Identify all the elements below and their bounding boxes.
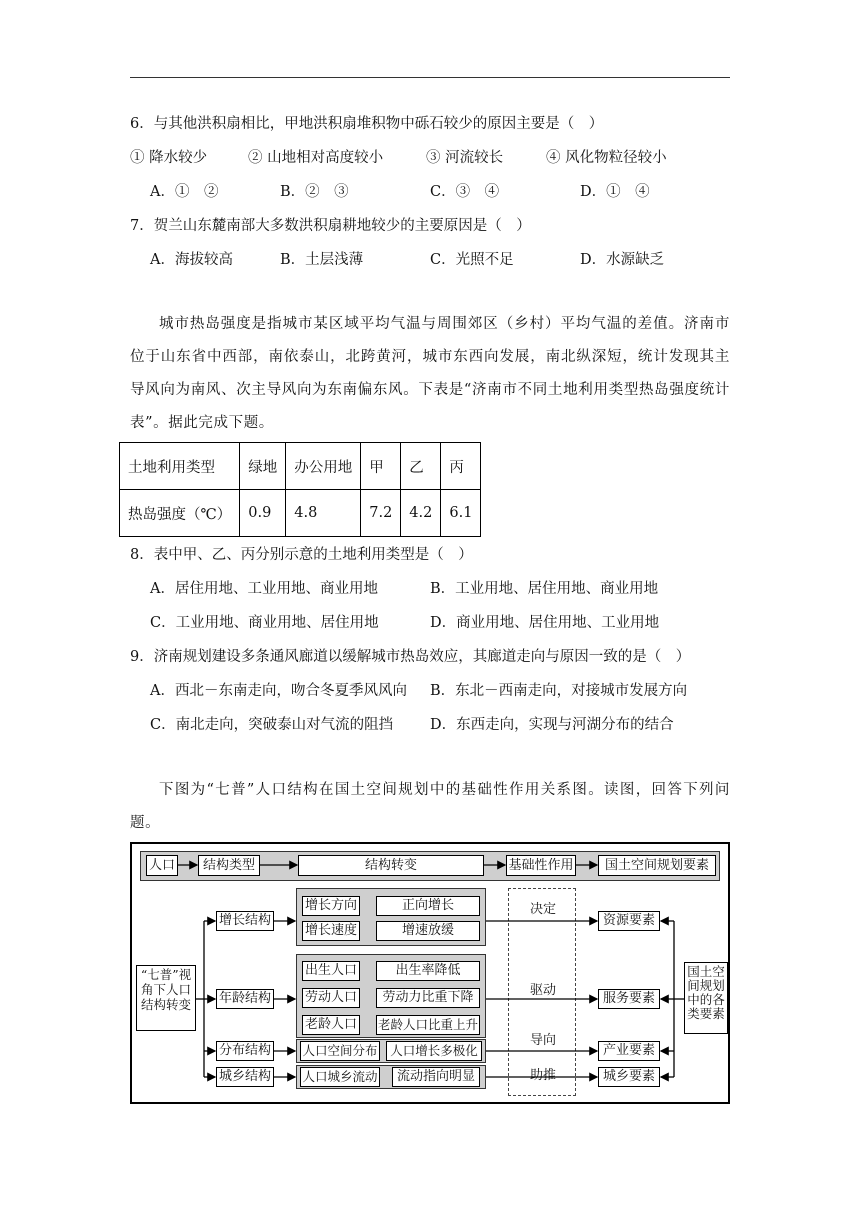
box-multipolar-growth: 人口增长多极化 bbox=[386, 1041, 482, 1061]
q6-stem: 6．与其他洪积扇相比，甲地洪积扇堆积物中砾石较少的原因主要是（ ） bbox=[130, 116, 604, 132]
q9-option-c[interactable]: C．南北走向，突破泰山对气流的阻挡 bbox=[150, 717, 394, 733]
left-box-census-view: “七普”视角下人口结构转变 bbox=[136, 965, 196, 1031]
box-positive-growth: 正向增长 bbox=[376, 896, 480, 916]
box-elderly-population: 老龄人口 bbox=[302, 1015, 360, 1035]
box-urban-rural-flow: 人口城乡流动 bbox=[300, 1067, 380, 1087]
box-urban-rural-structure: 城乡结构 bbox=[216, 1067, 274, 1087]
box-labor-population: 劳动人口 bbox=[302, 988, 360, 1008]
heat-island-table bbox=[119, 442, 481, 537]
q6-item-3: ③ 河流较长 bbox=[426, 150, 504, 166]
q6-option-c[interactable]: C．③ ④ bbox=[430, 184, 500, 200]
table-cell: 甲 bbox=[361, 443, 401, 490]
box-growth-direction: 增长方向 bbox=[302, 896, 360, 916]
table-cell: 办公用地 bbox=[286, 443, 361, 490]
role-boost: 助推 bbox=[530, 1068, 557, 1083]
table-cell: 0.9 bbox=[240, 490, 286, 537]
q8-option-a[interactable]: A．居住用地、工业用地、商业用地 bbox=[150, 581, 378, 597]
box-clear-flow-direction: 流动指向明显 bbox=[392, 1067, 480, 1087]
q8-option-c[interactable]: C．工业用地、商业用地、居住用地 bbox=[150, 615, 379, 631]
table-cell: 4.8 bbox=[286, 490, 361, 537]
box-age-structure: 年龄结构 bbox=[216, 989, 274, 1009]
table-cell: 土地利用类型 bbox=[120, 443, 240, 490]
box-labor-share-decline: 劳动力比重下降 bbox=[376, 988, 480, 1008]
q7-option-b[interactable]: B．土层浅薄 bbox=[280, 252, 364, 268]
table-row bbox=[120, 490, 481, 537]
q9-stem: 9．济南规划建设多条通风廊道以缓解城市热岛效应，其廊道走向与原因一致的是（ ） bbox=[130, 649, 691, 665]
q8-option-d[interactable]: D．商业用地、居住用地、工业用地 bbox=[430, 615, 660, 631]
table-cell: 乙 bbox=[401, 443, 441, 490]
population-structure-diagram bbox=[130, 842, 730, 1104]
passage-heat-island: 城市热岛强度是指城市某区域平均气温与周围郊区（乡村）平均气温的差值。济南市位于山东省中西部，南依泰山，北跨黄河，城市东西向发展，南北纵深短，统计发现其主导风向为南风、次主导风向为东南偏东风。下表是“济南市不同土地利用类型热岛强度统计表”。据此完成下题。 bbox=[130, 316, 730, 431]
box-growth-structure: 增长结构 bbox=[216, 911, 274, 931]
role-drive: 驱动 bbox=[530, 983, 557, 998]
top-box-basic-role: 基础性作用 bbox=[506, 855, 576, 876]
table-cell: 丙 bbox=[441, 443, 481, 490]
box-service-elements: 服务要素 bbox=[598, 989, 660, 1009]
role-decide: 决定 bbox=[530, 902, 557, 917]
table-cell: 绿地 bbox=[240, 443, 286, 490]
q7-option-c[interactable]: C．光照不足 bbox=[430, 252, 514, 268]
role-guide: 导向 bbox=[530, 1033, 557, 1048]
q7-option-d[interactable]: D．水源缺乏 bbox=[580, 252, 665, 268]
box-industry-elements: 产业要素 bbox=[598, 1041, 660, 1061]
box-resource-elements: 资源要素 bbox=[598, 911, 660, 931]
box-births: 出生人口 bbox=[302, 961, 360, 981]
box-slowing-growth: 增速放缓 bbox=[376, 921, 480, 941]
top-box-structure-type: 结构类型 bbox=[198, 855, 260, 876]
q8-stem: 8．表中甲、乙、丙分别示意的土地利用类型是（ ） bbox=[130, 547, 473, 563]
q9-option-d[interactable]: D．东西走向，实现与河湖分布的结合 bbox=[430, 717, 674, 733]
table-header-row bbox=[120, 443, 481, 490]
header-rule bbox=[130, 77, 730, 78]
top-box-population: 人口 bbox=[146, 855, 178, 876]
box-urban-rural-elements: 城乡要素 bbox=[598, 1067, 660, 1087]
q6-option-d[interactable]: D．① ④ bbox=[580, 184, 650, 200]
diagram-connectors bbox=[132, 844, 728, 1102]
q7-option-a[interactable]: A．海拔较高 bbox=[150, 252, 233, 268]
table-cell: 热岛强度（℃） bbox=[120, 490, 240, 537]
q9-option-b[interactable]: B．东北－西南走向，对接城市发展方向 bbox=[430, 683, 688, 699]
right-box-planning-elements: 国土空间规划中的各类要素 bbox=[684, 962, 728, 1034]
q8-option-b[interactable]: B．工业用地、居住用地、商业用地 bbox=[430, 581, 659, 597]
box-birth-rate-decline: 出生率降低 bbox=[376, 961, 480, 981]
q6-item-4: ④ 风化物粒径较小 bbox=[546, 150, 667, 166]
table-cell: 4.2 bbox=[401, 490, 441, 537]
top-box-planning-elements: 国土空间规划要素 bbox=[598, 855, 716, 876]
q6-item-1: ① 降水较少 bbox=[130, 150, 208, 166]
box-elderly-share-rise: 老龄人口比重上升 bbox=[376, 1015, 480, 1035]
box-distribution-structure: 分布结构 bbox=[216, 1041, 274, 1061]
passage-census: 下图为“七普”人口结构在国土空间规划中的基础性作用关系图。读图，回答下列问题。 bbox=[130, 782, 730, 831]
table-cell: 7.2 bbox=[361, 490, 401, 537]
top-box-structure-change: 结构转变 bbox=[298, 855, 484, 876]
q7-stem: 7．贺兰山东麓南部大多数洪积扇耕地较少的主要原因是（ ） bbox=[130, 218, 531, 234]
q6-option-b[interactable]: B．② ③ bbox=[280, 184, 349, 200]
q6-item-2: ② 山地相对高度较小 bbox=[248, 150, 384, 166]
q9-option-a[interactable]: A．西北－东南走向，吻合冬夏季风风向 bbox=[150, 683, 407, 699]
table-cell: 6.1 bbox=[441, 490, 481, 537]
box-growth-rate: 增长速度 bbox=[302, 921, 360, 941]
q6-option-a[interactable]: A．① ② bbox=[150, 184, 219, 200]
box-spatial-distribution: 人口空间分布 bbox=[300, 1041, 380, 1061]
